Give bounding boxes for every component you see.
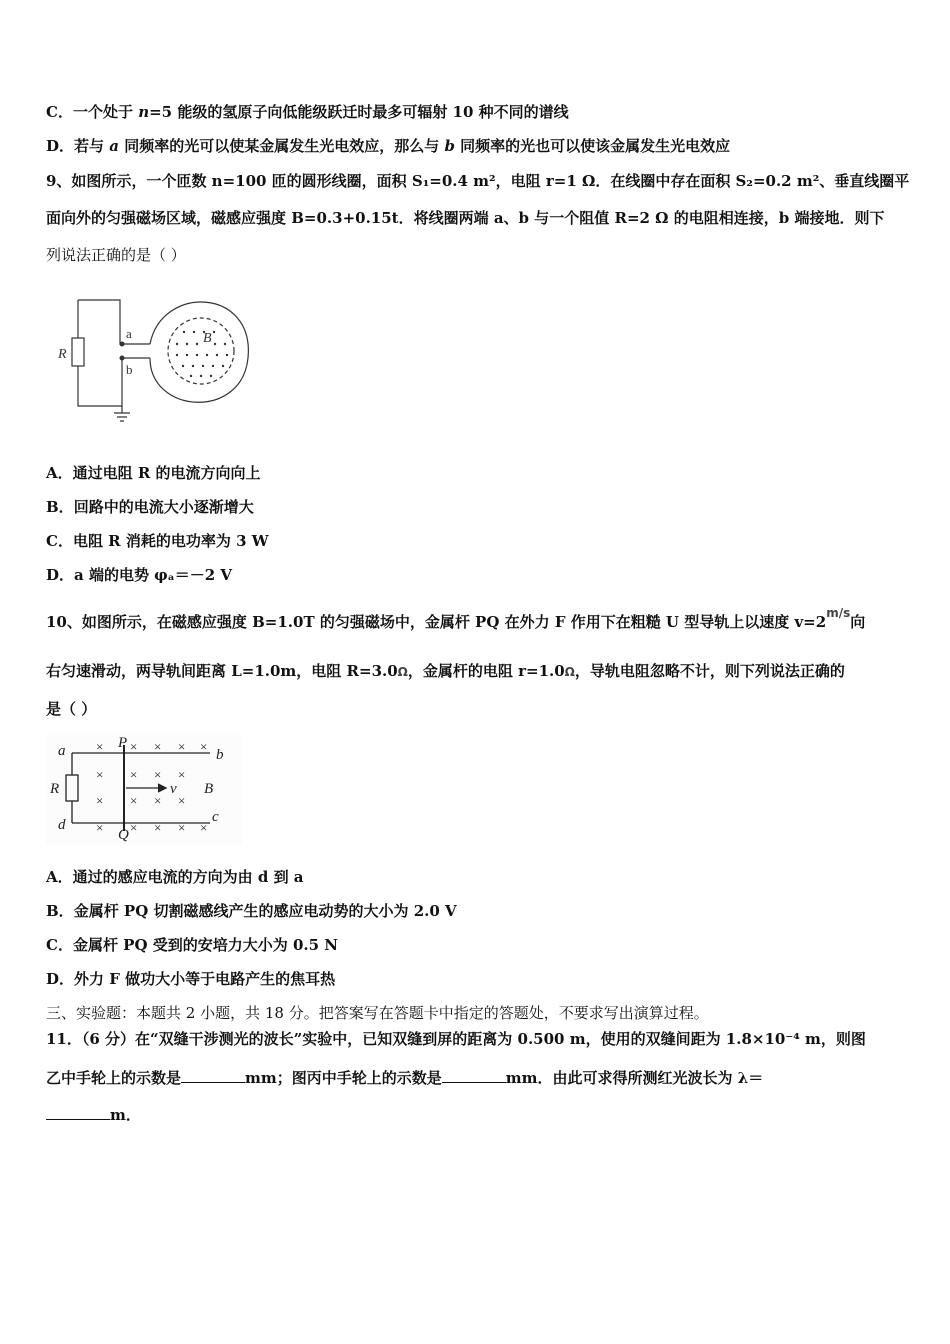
q9-resistor [72, 338, 84, 366]
q10-label-P: P [118, 735, 128, 751]
q9-terminal-b [120, 356, 125, 361]
q9-option-b: B．回路中的电流大小逐渐增大 [46, 498, 254, 516]
svg-text:×: × [154, 820, 162, 835]
q10-option-b: B．金属杆 PQ 切割磁感线产生的感应电动势的大小为 2.0 V [46, 902, 457, 920]
svg-text:×: × [200, 739, 208, 754]
q9-option-d: D．a 端的电势 φₐ＝－2 V [46, 566, 233, 584]
q10-label-R: R [50, 781, 60, 797]
svg-text:×: × [130, 739, 138, 754]
q9-label-B: B [203, 331, 212, 346]
q9-option-a: A．通过电阻 R 的电流方向向上 [46, 464, 261, 482]
q9-terminal-a [120, 342, 125, 347]
svg-text:×: × [178, 767, 186, 782]
svg-text:×: × [154, 793, 162, 808]
q9-wire-bottom [78, 300, 150, 406]
q9-stem-line3: 列说法正确的是（ ） [46, 246, 186, 264]
q10-stem-line3: 是（ ） [46, 700, 97, 718]
q10-option-c: C．金属杆 PQ 受到的安培力大小为 0.5 N [46, 936, 338, 954]
q9-option-c: C．电阻 R 消耗的电功率为 3 W [46, 532, 269, 550]
svg-text:×: × [130, 767, 138, 782]
q10-rail-figure [46, 733, 242, 845]
q9-field-dots [176, 331, 228, 377]
q10-label-d: d [58, 817, 66, 833]
q8-option-d: D．若与 a 同频率的光可以使某金属发生光电效应，那么与 b 同频率的光也可以使该金属发生光电效应 [46, 137, 731, 155]
q10-resistor [66, 775, 78, 801]
svg-text:×: × [200, 820, 208, 835]
svg-text:×: × [130, 820, 138, 835]
q10-label-a: a [58, 743, 66, 759]
q10-label-Q: Q [118, 827, 129, 843]
q9-stem-line2: 面向外的匀强磁场区域，磁感应强度 B=0.3+0.15t．将线圈两端 a、b 与一个阻值 R=2 Ω 的电阻相连接，b 端接地．则下 [46, 209, 885, 227]
q10-label-b: b [216, 747, 224, 763]
q10-label-B: B [204, 781, 214, 797]
answer-blank-1[interactable] [181, 1068, 245, 1083]
q11-line3: m． [46, 1105, 141, 1125]
q11-line2: 乙中手轮上的示数是 mm；图丙中手轮上的示数是 mm．由此可求得所测红光波长为 λ＝ [46, 1069, 764, 1087]
q10-stem-line2: 右匀速滑动，两导轨间距离 L=1.0m，电阻 R=3.0Ω，金属杆的电阻 r=1.0Ω，导轨电阻忽略不计，则下列说法正确的 [46, 662, 845, 680]
q11-line1: 11．（6 分）在“双缝干涉测光的波长”实验中，已知双缝到屏的距离为 0.500 m，使用的双缝间距为 1.8×10⁻⁴ m，则图 [46, 1030, 866, 1048]
answer-blank-3[interactable] [46, 1105, 110, 1120]
q10-stem-line1: 10、如图所示，在磁感应强度 B=1.0T 的匀强磁场中，金属杆 PQ 在外力 F 作用下在粗糙 U 型导轨上以速度 $v=2^{m/s}$向 [46, 606, 866, 631]
ohm-symbol: Ω [564, 665, 575, 679]
svg-text:×: × [130, 793, 138, 808]
svg-text:×: × [178, 820, 186, 835]
q9-wire-top [78, 300, 150, 344]
section-heading-experiment: 三、实验题：本题共 2 小题，共 18 分。把答案写在答题卡中指定的答题处，不要求写出演算过程。 [46, 1004, 709, 1022]
q9-stem-line1: 9、如图所示，一个匝数 n=100 匝的圆形线圈，面积 S₁=0.4 m²，电阻 r=1 Ω．在线圈中存在面积 S₂=0.2 m²、垂直线圈平 [46, 172, 910, 190]
svg-text:×: × [96, 739, 104, 754]
q9-label-R: R [58, 347, 67, 362]
ohm-symbol: Ω [397, 665, 408, 679]
svg-text:×: × [96, 793, 104, 808]
q9-circuit-figure [50, 292, 260, 427]
svg-text:×: × [154, 767, 162, 782]
q10-label-c: c [212, 809, 219, 825]
q8-option-c: C．一个处于 n=5 能级的氢原子向低能级跃迁时最多可辐射 10 种不同的谱线 [46, 103, 569, 121]
svg-text:×: × [178, 793, 186, 808]
q10-unit-ms: m/s [826, 606, 851, 620]
svg-text:×: × [154, 739, 162, 754]
q9-field-region [168, 318, 234, 384]
q10-option-d: D．外力 F 做功大小等于电路产生的焦耳热 [46, 970, 336, 988]
q10-option-a: A．通过的感应电流的方向为由 d 到 a [46, 868, 304, 886]
q9-ground-symbol [114, 406, 130, 421]
svg-text:×: × [178, 739, 186, 754]
answer-blank-2[interactable] [442, 1068, 506, 1083]
svg-text:×: × [96, 820, 104, 835]
svg-text:×: × [96, 767, 104, 782]
q9-label-a: a [126, 326, 132, 341]
q9-label-b: b [126, 362, 133, 377]
q10-label-v: v [170, 781, 177, 797]
